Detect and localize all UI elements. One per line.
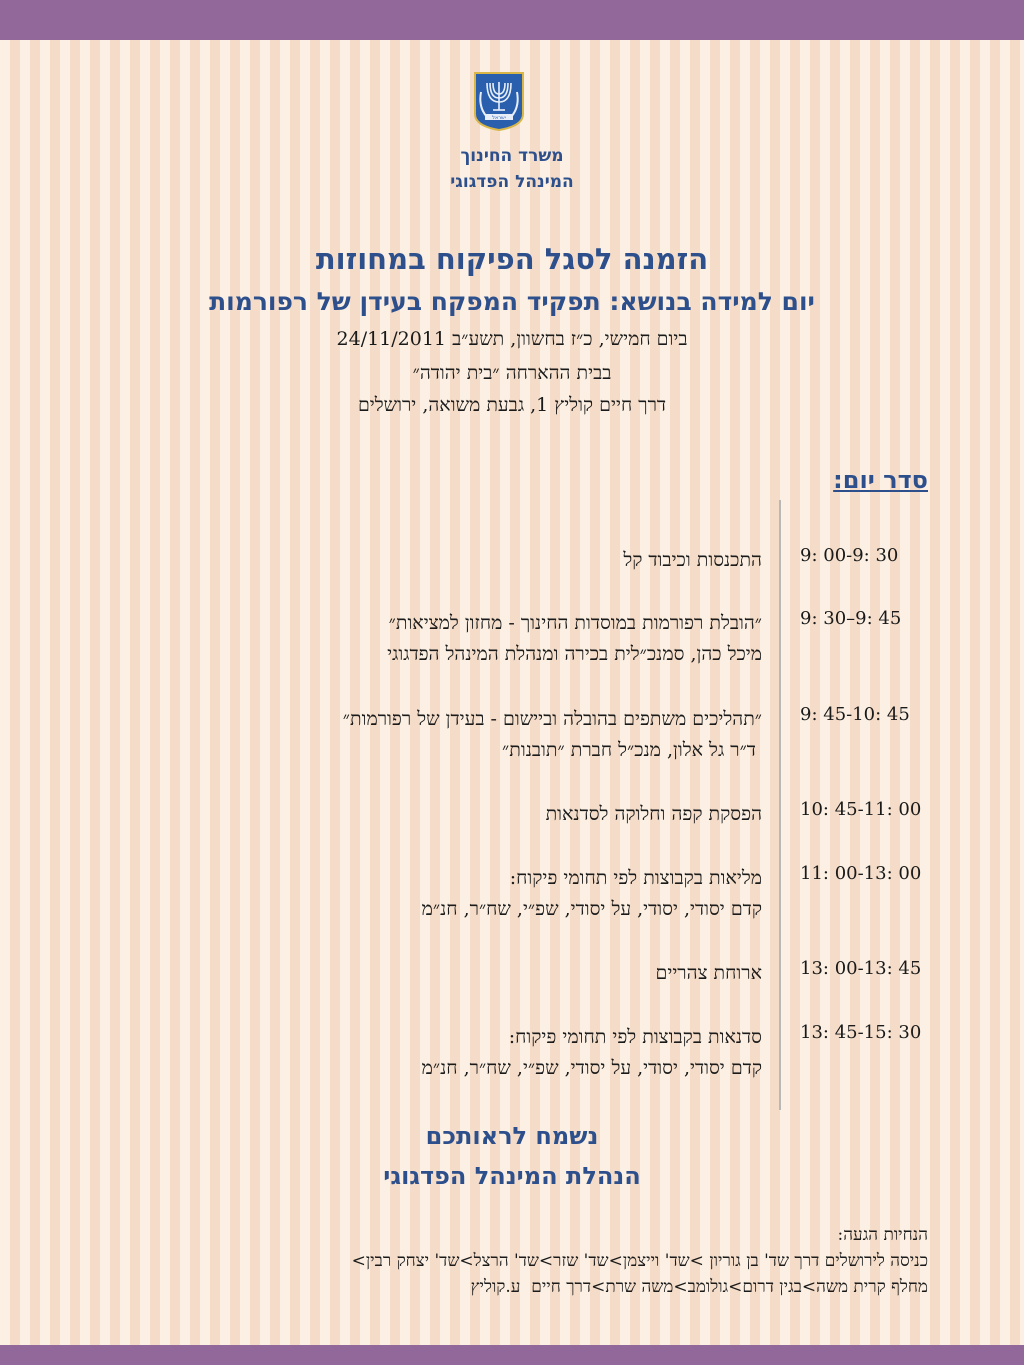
agenda-description: התכנסות וכיבוד קל	[623, 549, 762, 571]
agenda-heading: סדר יום:	[833, 466, 928, 494]
agenda-description: הפסקת קפה וחלוקה לסדנאות	[545, 803, 762, 825]
agenda-time: 10: 45-11: 00	[800, 799, 922, 820]
invitation-title: הזמנה לסגל הפיקוח במחוזות	[315, 242, 709, 276]
event-venue: בבית ההארחה ״בית יהודה״	[412, 362, 612, 384]
event-date: ביום חמישי, כ״ז בחשוון, תשע״ב 24/11/2011	[336, 328, 688, 350]
directions-line: כניסה לירושלים דרך שד' בן גוריון >שד' וייצמן>שד' שזר>שד' הרצל>שד' יצחק רבין>	[351, 1251, 928, 1271]
agenda-time: 9: 45-10: 45	[800, 704, 910, 725]
directions-heading: הנחיות הגעה:	[837, 1225, 928, 1245]
closing-signature: הנהלת המינהל הפדגוגי	[383, 1162, 641, 1190]
agenda-description: סדנאות בקבוצות לפי תחומי פיקוח: קדם יסודי, יסודי, על יסודי, שפ״י, שח״ר, חנ״מ	[421, 1026, 762, 1079]
bottom-color-band	[0, 1345, 1024, 1365]
agenda-description: מליאות בקבוצות לפי תחומי פיקוח: קדם יסודי, יסודי, על יסודי, שפ״י, שח״ר, חנ״מ	[421, 867, 762, 920]
agenda-time: 9: 30–9: 45	[800, 608, 902, 629]
ministry-name: משרד החינוך	[460, 146, 564, 166]
directions-line: מחלף קרית משה>בגין דרום>גולומב>משה שרת>דרך חיים ע.קוליץ	[470, 1277, 928, 1297]
agenda-description: ״הובלת רפורמות במוסדות החינוך - מחזון למציאות״ מיכל כהן, סמנכ״לית בכירה ומנהלת המינהל הפדגוגי	[387, 612, 762, 665]
agenda-description: ״תהליכים משתפים בהובלה וביישום - בעידן של רפורמות״ ד״ר גל אלון, מנכ״ל חברת ״תובנות״	[342, 708, 762, 761]
agenda-time: 13: 45-15: 30	[800, 1022, 922, 1043]
agenda-time: 11: 00-13: 00	[800, 863, 922, 884]
svg-text:ישראל: ישראל	[492, 115, 506, 121]
invitation-subtitle: יום למידה בנושא: תפקיד המפקח בעידן של רפורמות	[209, 287, 815, 316]
directions-block	[108, 1222, 928, 1300]
agenda-time: 9: 00-9: 30	[800, 545, 899, 566]
agenda-divider	[779, 500, 781, 1110]
agenda-time: 13: 00-13: 45	[800, 958, 922, 979]
state-emblem-menorah-icon	[472, 70, 526, 132]
top-color-band	[0, 0, 1024, 40]
event-address: דרך חיים קוליץ 1, גבעת משואה, ירושלים	[357, 394, 667, 416]
division-name: המינהל הפדגוגי	[450, 172, 574, 192]
agenda-description: ארוחת צהריים	[655, 962, 762, 984]
closing-greeting: נשמח לראותכם	[425, 1122, 599, 1150]
